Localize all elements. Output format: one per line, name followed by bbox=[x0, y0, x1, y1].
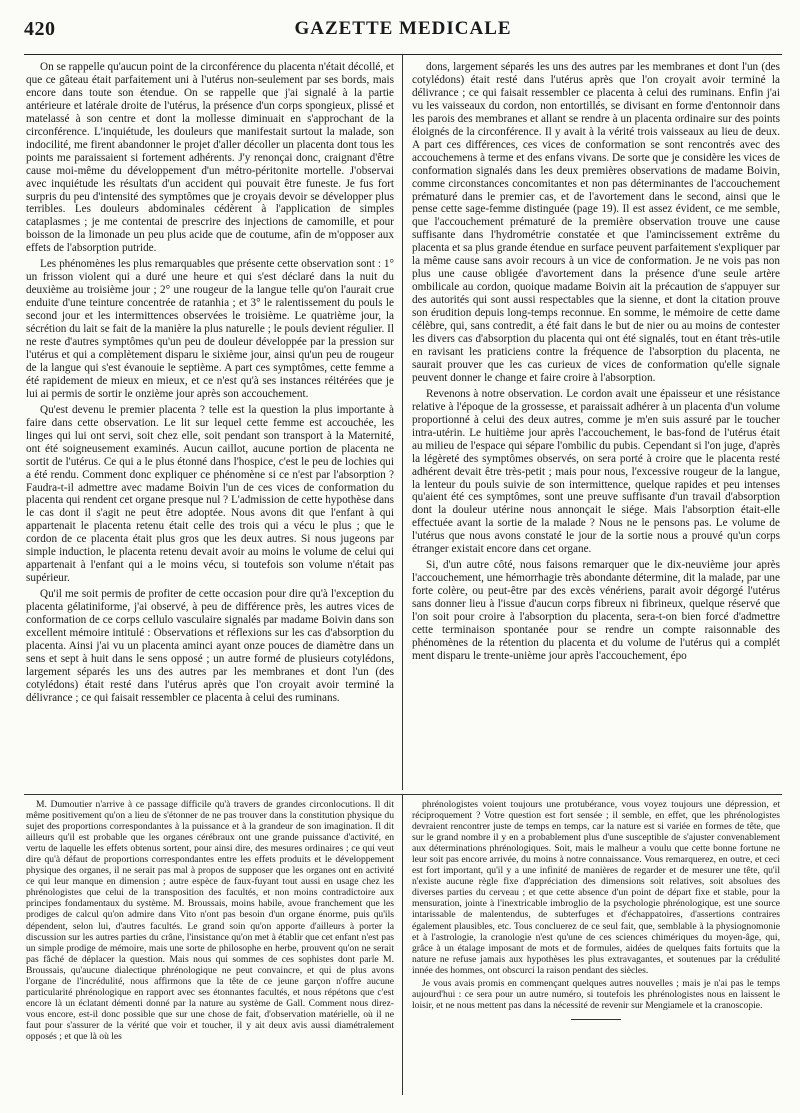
footnotes bbox=[24, 795, 782, 1095]
paragraph: On se rappelle qu'aucun point de la circonférence du placenta n'était décollé, et que ce gâteau était parfaitement uni à l'utérus non-seulement par ses bords, mais encore dans toute son étendue. On se rappelle que j'ai signalé à la partie antérieure et latérale droite de l'utérus, la présence d'un corps spongieux, plissé et matelassé à son centre et dont la mollesse diminuait en s'approchant de la circonférence. L'inquiétude, les douleurs que manifestait surtout la malade, son indocilité, me firent abandonner le projet d'aller décoller un placenta dont tous les points me paraissaient si fortement adhérents. J'y renonçai donc, craignant d'être cause moi-même du développement d'un métro-péritonite mortelle. J'observai avec inquiétude les résultats d'un accident qui pouvait être funeste. Je fus fort surpris du peu d'intensité des symptômes que je croyais devoir se développer plus terribles. Les douleurs abdominales cédèrent à l'application de simples cataplasmes ; je me contentai de prescrire des injections de camomille, et pour boisson de la limonade un peu plus acide que de coutume, afin de m'opposer aux effets de l'absorption putride. bbox=[26, 61, 394, 255]
right-column bbox=[403, 55, 782, 790]
article-body bbox=[24, 55, 782, 790]
paragraph: Qu'est devenu le premier placenta ? telle est la question la plus importante à faire dans cette observation. Le lit sur lequel cette femme est accouchée, les linges qui lui ont servi, soit chez elle, soit pendant son transport à la Maternité, ont été soigneusement examinés. Aucun caillot, aucune portion de placenta ne sortit de l'utérus. Ce qui a le plus étonné dans l'hospice, c'est le peu de lochies qui a été rendu. Comment donc expliquer ce phénomène si ce n'est par l'absorption ? Faudra-t-il admettre avec madame Boivin l'un de ces vices de conformation du placenta qui rendent cet organe presque nul ? L'admission de cette hypothèse dans le cas dont il s'agit ne peut être adoptée. Nous avons dit que l'enfant à qui appartenait le placenta retenu était celle des trois qui a vécu le plus ; que le cordon de ce placenta était plus gros que les deux autres. Si nous jugeons par simple induction, le placenta retenu devait avoir au moins le volume de celui qui appartenait à l'enfant qui a le moins vécu, si toutefois son volume n'était pas supérieur. bbox=[26, 403, 394, 585]
paragraph: Les phénomènes les plus remarquables que présente cette observation sont : 1° un frisson violent qui a duré une heure et qui s'est déclaré dans la nuit du deuxième au troisième jour ; 2° une rougeur de la langue telle qu'on l'aurait crue enduite d'une teinture concentrée de ratanhia ; et 3° le ralentissement du pouls le second jour et les intermittences observées le troisième. Le quatrième jour, la sécrétion du lait se fait de la manière la plus naturelle ; le pouls devient régulier. Il ne reste d'autres symptômes qu'un peu de douleur développée par la pression sur l'utérus et qui a complètement disparu le sixième jour, ainsi qu'un peu de rougeur de la langue qui s'est évanouie le septième. A part ces symptômes, cette femme a été rapidement de mieux en mieux, et ce n'est qu'à ses instances réitérées que je lui ai permis de sortir le onzième jour après son accouchement. bbox=[26, 258, 394, 400]
page-header bbox=[24, 18, 782, 48]
end-rule bbox=[571, 1019, 621, 1020]
paragraph: Revenons à notre observation. Le cordon avait une épaisseur et une résistance relative à l'époque de la grossesse, et paraissait adhérer à un placenta d'un volume proportionné à celui des deux autres, comme je m'en suis assuré par le toucher intra-utérin. Le huitième jour après l'accouchement, le bas-fond de l'utérus était au milieu de l'espace qui sépare l'ombilic du pubis. Cependant si l'on juge, d'après la légèreté des symptômes observés, on sera porté à croire que le placenta resté adhérent devait être très-petit ; mais pour nous, l'excessive rougeur de la langue, la lenteur du pouls suivie de son intermittence, quelque rapides et peu intenses qu'aient été ces symptômes, sont une preuve suffisante d'un travail d'absorption dont la douleur utérine nous annonçait le siége. Mais l'absorption était-elle effectuée avant la sortie de la malade ? Nous ne le pensons pas. Le volume de l'utérus que nous avons constaté le jour de la sortie nous a prouvé qu'un corps étranger existait encore dans cet organe. bbox=[412, 387, 780, 556]
left-column bbox=[24, 55, 403, 790]
paragraph: dons, largement séparés les uns des autres par les membranes et dont l'un (des cotylédons) était resté dans l'utérus après que l'on croyait avoir terminé la délivrance ; ce qui faisait ressembler ce placenta à celui des ruminans. Enfin j'ai vu les vaisseaux du cordon, non entortillés, se divisant en forme d'entonnoir dans les parois des membranes et allant se rendre à un placenta ordinaire sur des points éloignés de la circonférence. Il y avait à la vérité trois vaisseaux au lieu de deux. A part ces différences, ces vices de conformation se sont rencontrés avec des accouchemens à terme et des enfans vivans. De sorte que je considère les vices de conformation signalés dans les deux premières observations de madame Boivin, comme circonstances concomitantes et non pas déterminantes de l'accouchement prématuré dans le premier cas, et de l'avortement dans le second, ainsi que le pense cette sage-femme distinguée (page 19). Il est assez évident, ce me semble, que l'accouchement prématuré de la première observation trouve une cause suffisante dans l'hydrométrie constatée et que l'amincissement extrême du placenta et sa plus grande étendue en surface peuvent parfaitement s'expliquer par la même cause sans avoir recours à un vice de conformation. Je ne vois pas non plus une cause obligée d'avortement dans la présence d'une seule artère ombilicale au cordon, quoique madame Boivin ait la précaution de s'appuyer sur des autorités qui sont aussi respectables que la sienne, et dont la citation prouve son érudition depuis long-temps reconnue. En somme, le mémoire de cette dame célèbre, qui, sans contredit, a été fait dans le but de nier ou au moins de contester les divers cas d'absorption du placenta qui ont été signalés, tout en étant très-utile en ravisant les praticiens contre la fréquence de l'absorption du placenta, ne saurait prouver que les cas curieux de vices de conformation qu'elle signale peuvent donner le change et faire croire à l'absorption. bbox=[412, 61, 780, 384]
page-number: 420 bbox=[24, 18, 56, 40]
footnote-right-column bbox=[403, 795, 782, 1095]
footnote-paragraph: phrénologistes voient toujours une protubérance, vous voyez toujours une dépression, et réciproquement ? Votre question est fort sensée ; il semble, en effet, que les phrénologistes devraient rencontrer juste de temps en temps, car la nature est si variée en formes de tête, que sur le grand nombre il y en a probablement plus d'une susceptible de s'ajuster convenablement aux déterminations phrénologiques. Soit, mais le malheur a voulu que cette bonne fortune ne leur soit pas encore arrivée, du moins à notre connaissance. Vous remarquerez, en outre, et ceci est fort important, qu'il y a une infinité de manières de regarder et de mesurer une tête, qu'il n'existe aucune règle fixe d'appréciation des dimensions soit relatives, soit absolues des diverses parties du cerveau ; et que cette absence d'un point de départ fixe et stable, pour la mensuration, jointe à l'inextricable imbroglio de la psychologie phrénologique, est une source intarissable de malentendus, de subterfuges et d'échappatoires, d'assertions contraires également plausibles, etc. Tous concluerez de ce seul fait, que, semblable à la physiognomonie et à l'astrologie, la cranologie n'est qu'une de ces sciences chimériques du moyen-âge, qui, grâce à un étalage imposant de mots et de formules, aidées de quelques faits fortuits que la nature ne refuse jamais aux hypothèses les plus extravagantes, et soutenues par la crédulité innée des hommes, ont obscurci la raison pendant des siècles. bbox=[412, 799, 780, 976]
journal-title: GAZETTE MEDICALE bbox=[294, 18, 512, 39]
paragraph: Si, d'un autre côté, nous faisons remarquer que le dix-neuvième jour après l'accouchement, une hémorrhagie très abondante détermine, dit la malade, par une forte colère, ou peut-être par des excès vénériens, parait avoir dégorgé l'utérus sans donner lieu à l'issue d'aucun corps fibreux ni fibrineux, quelque réservé que l'on soit pour croire à l'absorption du placenta, sera-t-on bien forcé d'admettre cette terminaison spontanée pour se rendre un compte raisonnable des phénomènes de la rétention du placenta et du volume de l'utérus qui a complét ment disparu le trente-unième jour après l'accouchement, épo bbox=[412, 559, 780, 662]
footnote-paragraph: Je vous avais promis en commençant quelques autres nouvelles ; mais je n'ai pas le temps aujourd'hui : ce sera pour un autre numéro, si toutefois les phrénologistes nous en laissent le loisir, et ne nous mettent pas dans la nécessité de revenir sur Mengiamele et la cranoscopie. bbox=[412, 977, 780, 1011]
footnote-paragraph: M. Dumoutier n'arrive à ce passage difficile qu'à travers de grandes circonlocutions. Il dit même positivement qu'on a lieu de s'étonner de ne pas trouver dans la constitution physique du sujet des proportions correspondantes à la puissance et à la grandeur de son imagination. Il dit ailleurs qu'il est probable que les organes cérébraux ont une grande puissance d'activité, en vertu de laquelle les effets obtenus sortent, pour ainsi dire, des mesures ordinaires ; ce qui veut dire qu'à défaut de proportions correspondantes entre les effets produits et le développement physique des organes, il ne serait pas mal à propos de supposer que les organes ont en activité ce qui leur manque en dimension ; autre espèce de faux-fuyant tout aussi en usage chez les phrénologistes que celui de la transposition des facultés, et non moins contradictoire aux principes fondamentaux du système. M. Broussais, moins habile, avoue franchement que les prodiges de calcul qu'on admire dans Vito n'ont pas besoin d'un organe énorme, puis qu'ils dépendent, selon lui, d'autres facultés. Le grand soin qu'on apporte d'ailleurs à porter la discussion sur les autres parties du crâne, l'insistance qu'on met à établir que cet enfant n'est pas un simple prodige de mémoire, mais une sorte de philosophe en herbe, prouvent qu'on ne serait pas fâché de déplacer la question. Mais nous qui sommes de ces sophistes dont parle M. Broussais, qu'aucune dialectique phrénologique ne peut convaincre, et qui de plus avons l'organe de l'incrédulité, nous affirmons que la tête de ce jeune garçon n'offre aucune particularité phrénologique en rapport avec ses étonnantes facultés, et nous répétons que c'est encore là un éclatant démenti donné par la nature au système de Gall. Comment nous direz-vous encore, est-il donc possible que sur une chose de fait, d'observation matérielle, où il ne faut pour s'assurer de la vérité que voir et toucher, il y ait deux avis aussi diamétralement opposés ; et que là où les bbox=[26, 799, 394, 1042]
paragraph: Qu'il me soit permis de profiter de cette occasion pour dire qu'à l'exception du placenta gélatiniforme, j'ai observé, à peu de différence près, les autres vices de conformation de ce corps cellulo vasculaire signalés par madame Boivin dans son excellent mémoire intitulé : Observations et réflexions sur les cas d'absorption du placenta. Ainsi j'ai vu un placenta aminci ayant onze pouces de diamètre dans un sens et sept à huit dans le sens opposé ; un autre formé de plusieurs cotylédons, largement séparés les uns des autres par les membranes et dont l'un (des cotylédons) était resté dans l'utérus après que l'on croyait avoir terminé la délivrance ; ce qui faisait ressembler ce placenta à celui des ruminans. bbox=[26, 588, 394, 704]
footnote-left-column bbox=[24, 795, 403, 1095]
